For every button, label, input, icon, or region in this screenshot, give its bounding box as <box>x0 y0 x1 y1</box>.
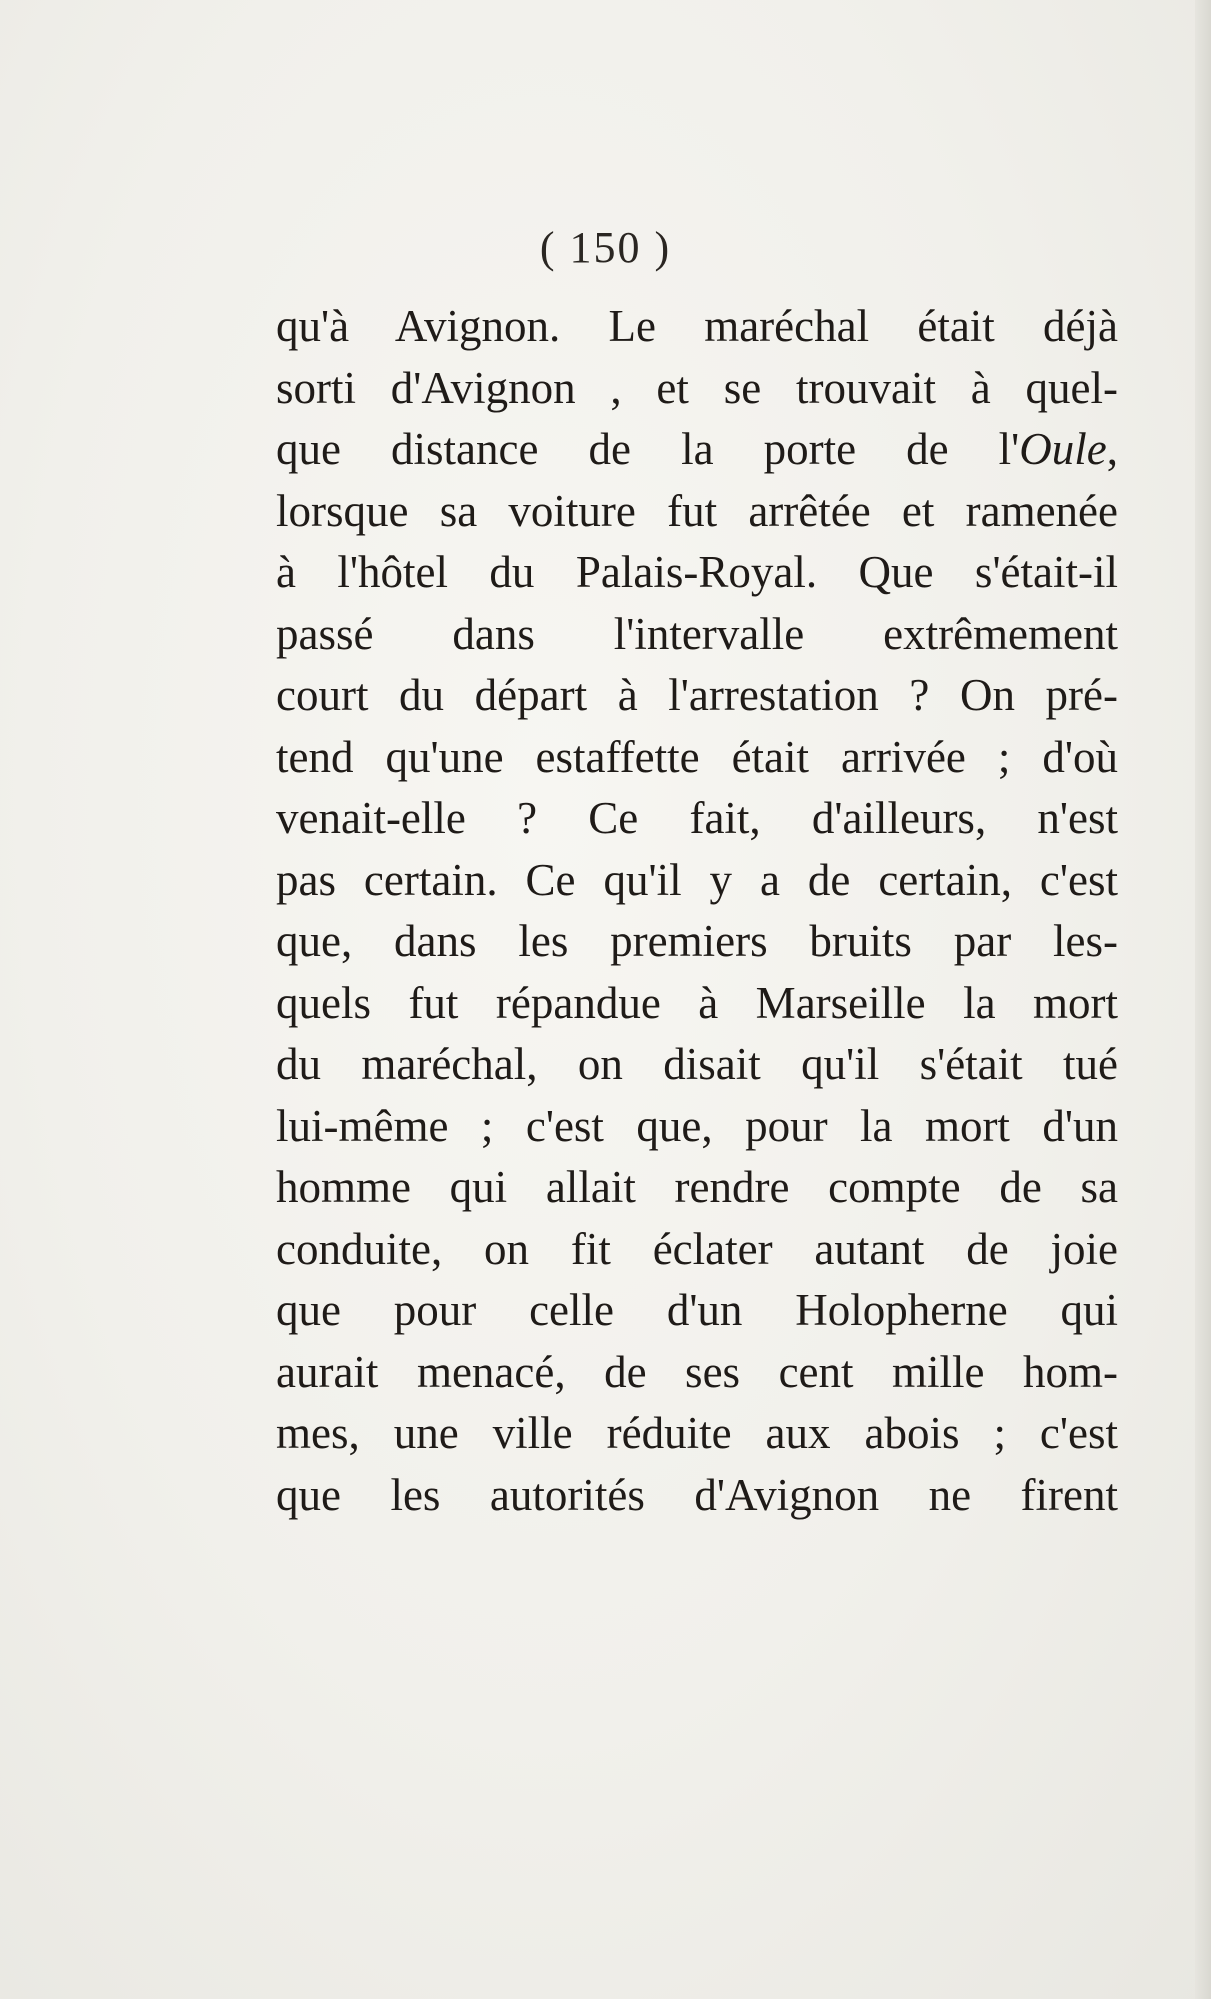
text-segment: , <box>1106 424 1118 474</box>
italic-place-name: Oule <box>1019 424 1107 474</box>
text-line <box>276 419 1118 481</box>
text-line: homme qui allait rendre compte de sa <box>276 1162 1118 1212</box>
text-line: pas certain. Ce qu'il y a de certain, c'est <box>276 854 1118 905</box>
text-line: aurait menacé, de ses cent mille hom- <box>276 1346 1118 1397</box>
text-line: sorti d'Avignon , et se trouvait à quel- <box>276 362 1118 413</box>
text-line: passé dans l'intervalle extrêmement <box>276 608 1118 659</box>
text-line: mes, une ville réduite aux abois ; c'est <box>276 1408 1118 1458</box>
text-line: qu'à Avignon. Le maréchal était déjà <box>276 301 1118 351</box>
text-line: tend qu'une estaffette était arrivée ; d'où <box>276 731 1118 782</box>
text-line: lui-même ; c'est que, pour la mort d'un <box>276 1100 1118 1151</box>
page-edge <box>1195 0 1211 1999</box>
text-line: que les autorités d'Avignon ne firent <box>276 1469 1118 1520</box>
body-text <box>276 296 1118 1526</box>
text-line: court du départ à l'arrestation ? On pré- <box>276 670 1118 720</box>
text-line: que pour celle d'un Holopherne qui <box>276 1285 1118 1335</box>
text-line: du maréchal, on disait qu'il s'était tué <box>276 1039 1118 1089</box>
page-number: ( 150 ) <box>539 223 672 272</box>
text-line: conduite, on fit éclater autant de joie <box>276 1223 1118 1274</box>
text-segment: que distance de la porte de l' <box>276 424 1020 474</box>
text-line: que, dans les premiers bruits par les- <box>276 916 1118 966</box>
text-line: à l'hôtel du Palais-Royal. Que s'était-il <box>276 547 1118 597</box>
text-line: lorsque sa voiture fut arrêtée et ramenée <box>276 485 1118 536</box>
text-line: venait-elle ? Ce fait, d'ailleurs, n'est <box>276 793 1118 843</box>
text-line: quels fut répandue à Marseille la mort <box>276 977 1118 1028</box>
